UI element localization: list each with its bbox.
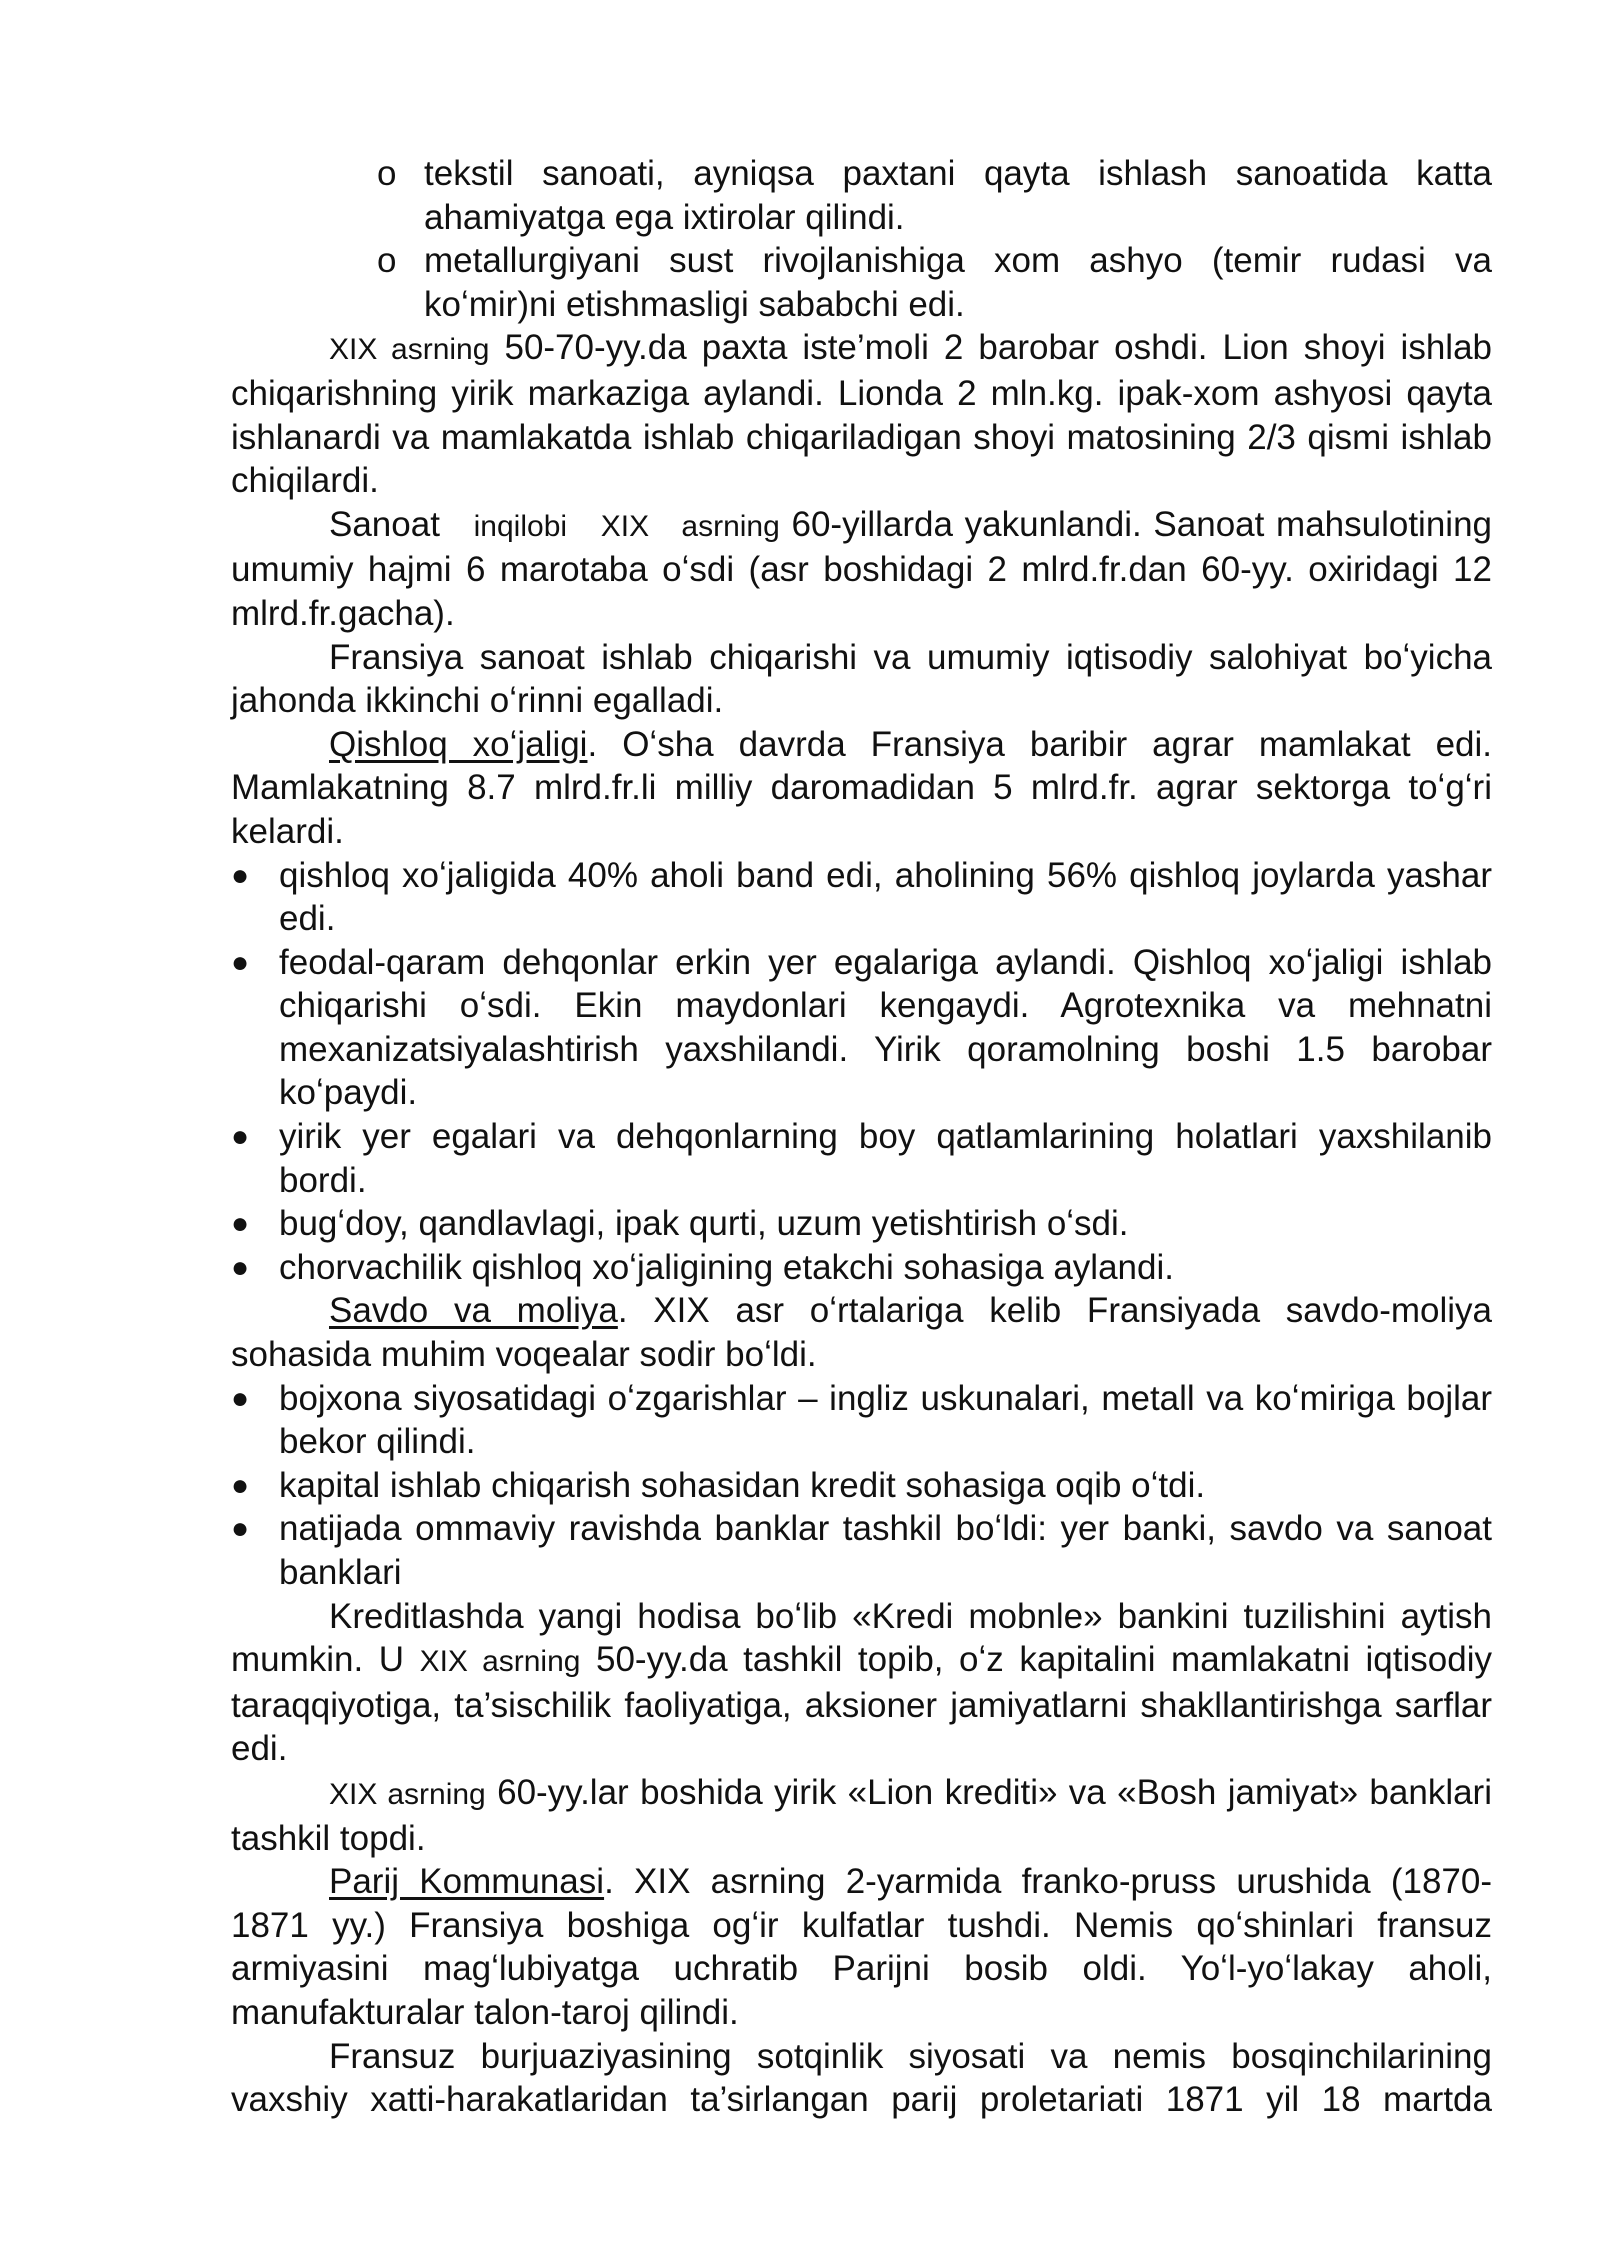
paragraph-word: inqilobi	[473, 509, 568, 543]
list-item-text: natijada ommaviy ravishda banklar tashkil boʻldi: yer banki, savdo va sanoat banklari	[279, 1509, 1492, 1592]
bullet-icon: ●	[231, 1512, 250, 1546]
list-item	[231, 1464, 1492, 1508]
century-label: XIX asrning	[329, 1777, 486, 1811]
paragraph-word: Sanoat	[329, 504, 440, 544]
bullet-icon: ●	[231, 1120, 250, 1154]
list-item-text: bugʻdoy, qandlavlagi, ipak qurti, uzum yetishtirish oʻsdi.	[279, 1204, 1129, 1244]
bullet-icon: ●	[231, 945, 250, 979]
list-item-text: chorvachilik qishloq xoʻjaligining etakchi sohasiga aylandi.	[279, 1247, 1174, 1287]
list-item	[231, 854, 1492, 941]
paragraph-credit	[231, 1595, 1492, 1771]
century-label: XIX asrning	[329, 333, 490, 367]
paragraph-text: . XIX asrning 2-yarmida franko-pruss urushida (1870-1871 yy.) Fransiya boshiga ogʻir kulfatlar tushdi. Nemis qoʻshinlari fransuz armiyasini magʻlubiyatga uchratib Parijni bosib oldi. Yoʻl-yoʻlakay aholi, manufakturalar talon-taroj qilindi.	[231, 1862, 1492, 2032]
paragraph-trade	[231, 1289, 1492, 1376]
paragraph-text: Kreditlashda yangi hodisa boʻlib «Kredi mobnle» bankini tuzilishini aytish mumkin. U	[231, 1596, 1492, 1680]
bullet-icon: ●	[231, 1250, 250, 1284]
circle-bullet-icon: o	[377, 241, 397, 281]
paragraph-text: . XIX asr oʻrtalariga kelib Fransiyada savdo-moliya sohasida muhim voqealar sodir boʻldi.	[231, 1291, 1492, 1375]
paragraph-banks	[231, 1771, 1492, 1860]
paragraph-industrial-revolution	[231, 503, 1492, 636]
paragraph-text: 60-yillarda yakunlandi. Sanoat mahsulotining umumiy hajmi 6 marotaba oʻsdi (asr boshidagi 2 mlrd.fr.dan 60-yy. oxiridagi 12 mlrd.fr.gacha).	[231, 504, 1493, 633]
bullet-icon: ●	[231, 1468, 250, 1502]
circle-bullet-icon: o	[377, 154, 397, 193]
century-label: XIX asrning	[419, 1645, 581, 1679]
paragraph-text: 50-70-yy.da paxta iste’moli 2 barobar oshdi. Lion shoyi ishlab chiqarishning yirik markaziga aylandi. Lionda 2 mln.kg. ipak-xom ashyosi qayta ishlanardi va mamlakatda ishlab chiqariladigan shoyi matosining 2/3 qismi ishlab chiqilardi.	[231, 328, 1492, 501]
bullet-icon: ●	[231, 1207, 250, 1241]
list-item-text: kapital ishlab chiqarish sohasidan kredit sohasiga oqib oʻtdi.	[279, 1465, 1206, 1505]
list-item	[231, 152, 1492, 239]
list-item-text: qishloq xoʻjaligida 40% aholi band edi, aholining 56% qishloq joylarda yashar edi.	[279, 855, 1492, 939]
section-heading-trade: Savdo va moliya	[329, 1291, 618, 1331]
bullet-icon: ●	[231, 858, 250, 892]
trade-list	[231, 1377, 1492, 1595]
century-label: XIX asrning	[600, 509, 780, 543]
paragraph-agriculture	[231, 723, 1492, 854]
list-item	[231, 1377, 1492, 1464]
list-item	[231, 941, 1492, 1115]
section-heading-commune: Parij Kommunasi	[329, 1862, 605, 1902]
list-item-text: metallurgiyani sust rivojlanishiga xom ashyo (temir rudasi va koʻmir)ni etishmasligi sababchi edi.	[424, 241, 1492, 324]
list-item-text: yirik yer egalari va dehqonlarning boy qatlamlarining holatlari yaxshilanib bordi.	[279, 1117, 1492, 1200]
paragraph-cotton	[231, 326, 1492, 502]
list-item	[231, 1507, 1492, 1594]
list-item	[231, 1115, 1492, 1202]
paragraph-commune	[231, 1860, 1492, 2034]
paragraph-text: 60-yy.lar boshida yirik «Lion krediti» va «Bosh jamiyat» banklari tashkil topdi.	[231, 1772, 1492, 1858]
paragraph-france-rank: Fransiya sanoat ishlab chiqarishi va umumiy iqtisodiy salohiyat boʻyicha jahonda ikkinchi oʻrinni egalladi.	[231, 637, 1492, 721]
industry-list	[231, 152, 1492, 326]
document-body	[231, 152, 1492, 2122]
section-heading-agriculture: Qishloq xoʻjaligi	[329, 724, 588, 764]
paragraph-text: . Oʻsha davrda Fransiya baribir agrar mamlakat edi. Mamlakatning 8.7 mlrd.fr.li milliy daromadidan 5 mlrd.fr. agrar sektorga toʻgʻri kelardi.	[231, 724, 1492, 851]
list-item	[231, 239, 1492, 326]
bullet-icon: ●	[231, 1381, 250, 1415]
paragraph-proletariat: Fransuz burjuaziyasining sotqinlik siyosati va nemis bosqinchilarining vaxshiy xatti-harakatlaridan ta’sirlangan parij proletariati 1871 yil 18 martda	[231, 2036, 1492, 2120]
agriculture-list	[231, 854, 1492, 1290]
list-item-text: tekstil sanoati, ayniqsa paxtani qayta ishlash sanoatida katta ahamiyatga ega ixtirolar qilindi.	[424, 154, 1492, 237]
list-item	[231, 1202, 1492, 1246]
paragraph-text: 50-yy.da tashkil topib, oʻz kapitalini mamlakatni iqtisodiy taraqqiyotiga, ta’sischilik faoliyatiga, aksioner jamiyatlarni shakllantirishga sarflar edi.	[231, 1640, 1492, 1769]
list-item-text: feodal-qaram dehqonlar erkin yer egalariga aylandi. Qishloq xoʻjaligi ishlab chiqarishi oʻsdi. Ekin maydonlari kengaydi. Agrotexnika va mehnatni mexanizatsiyalashtirish yaxshilandi. Yirik qoramolning boshi 1.5 barobar koʻpaydi.	[279, 942, 1492, 1113]
list-item	[231, 1246, 1492, 1290]
list-item-text: bojxona siyosatidagi oʻzgarishlar – ingliz uskunalari, metall va koʻmiriga bojlar bekor qilindi.	[279, 1378, 1492, 1462]
